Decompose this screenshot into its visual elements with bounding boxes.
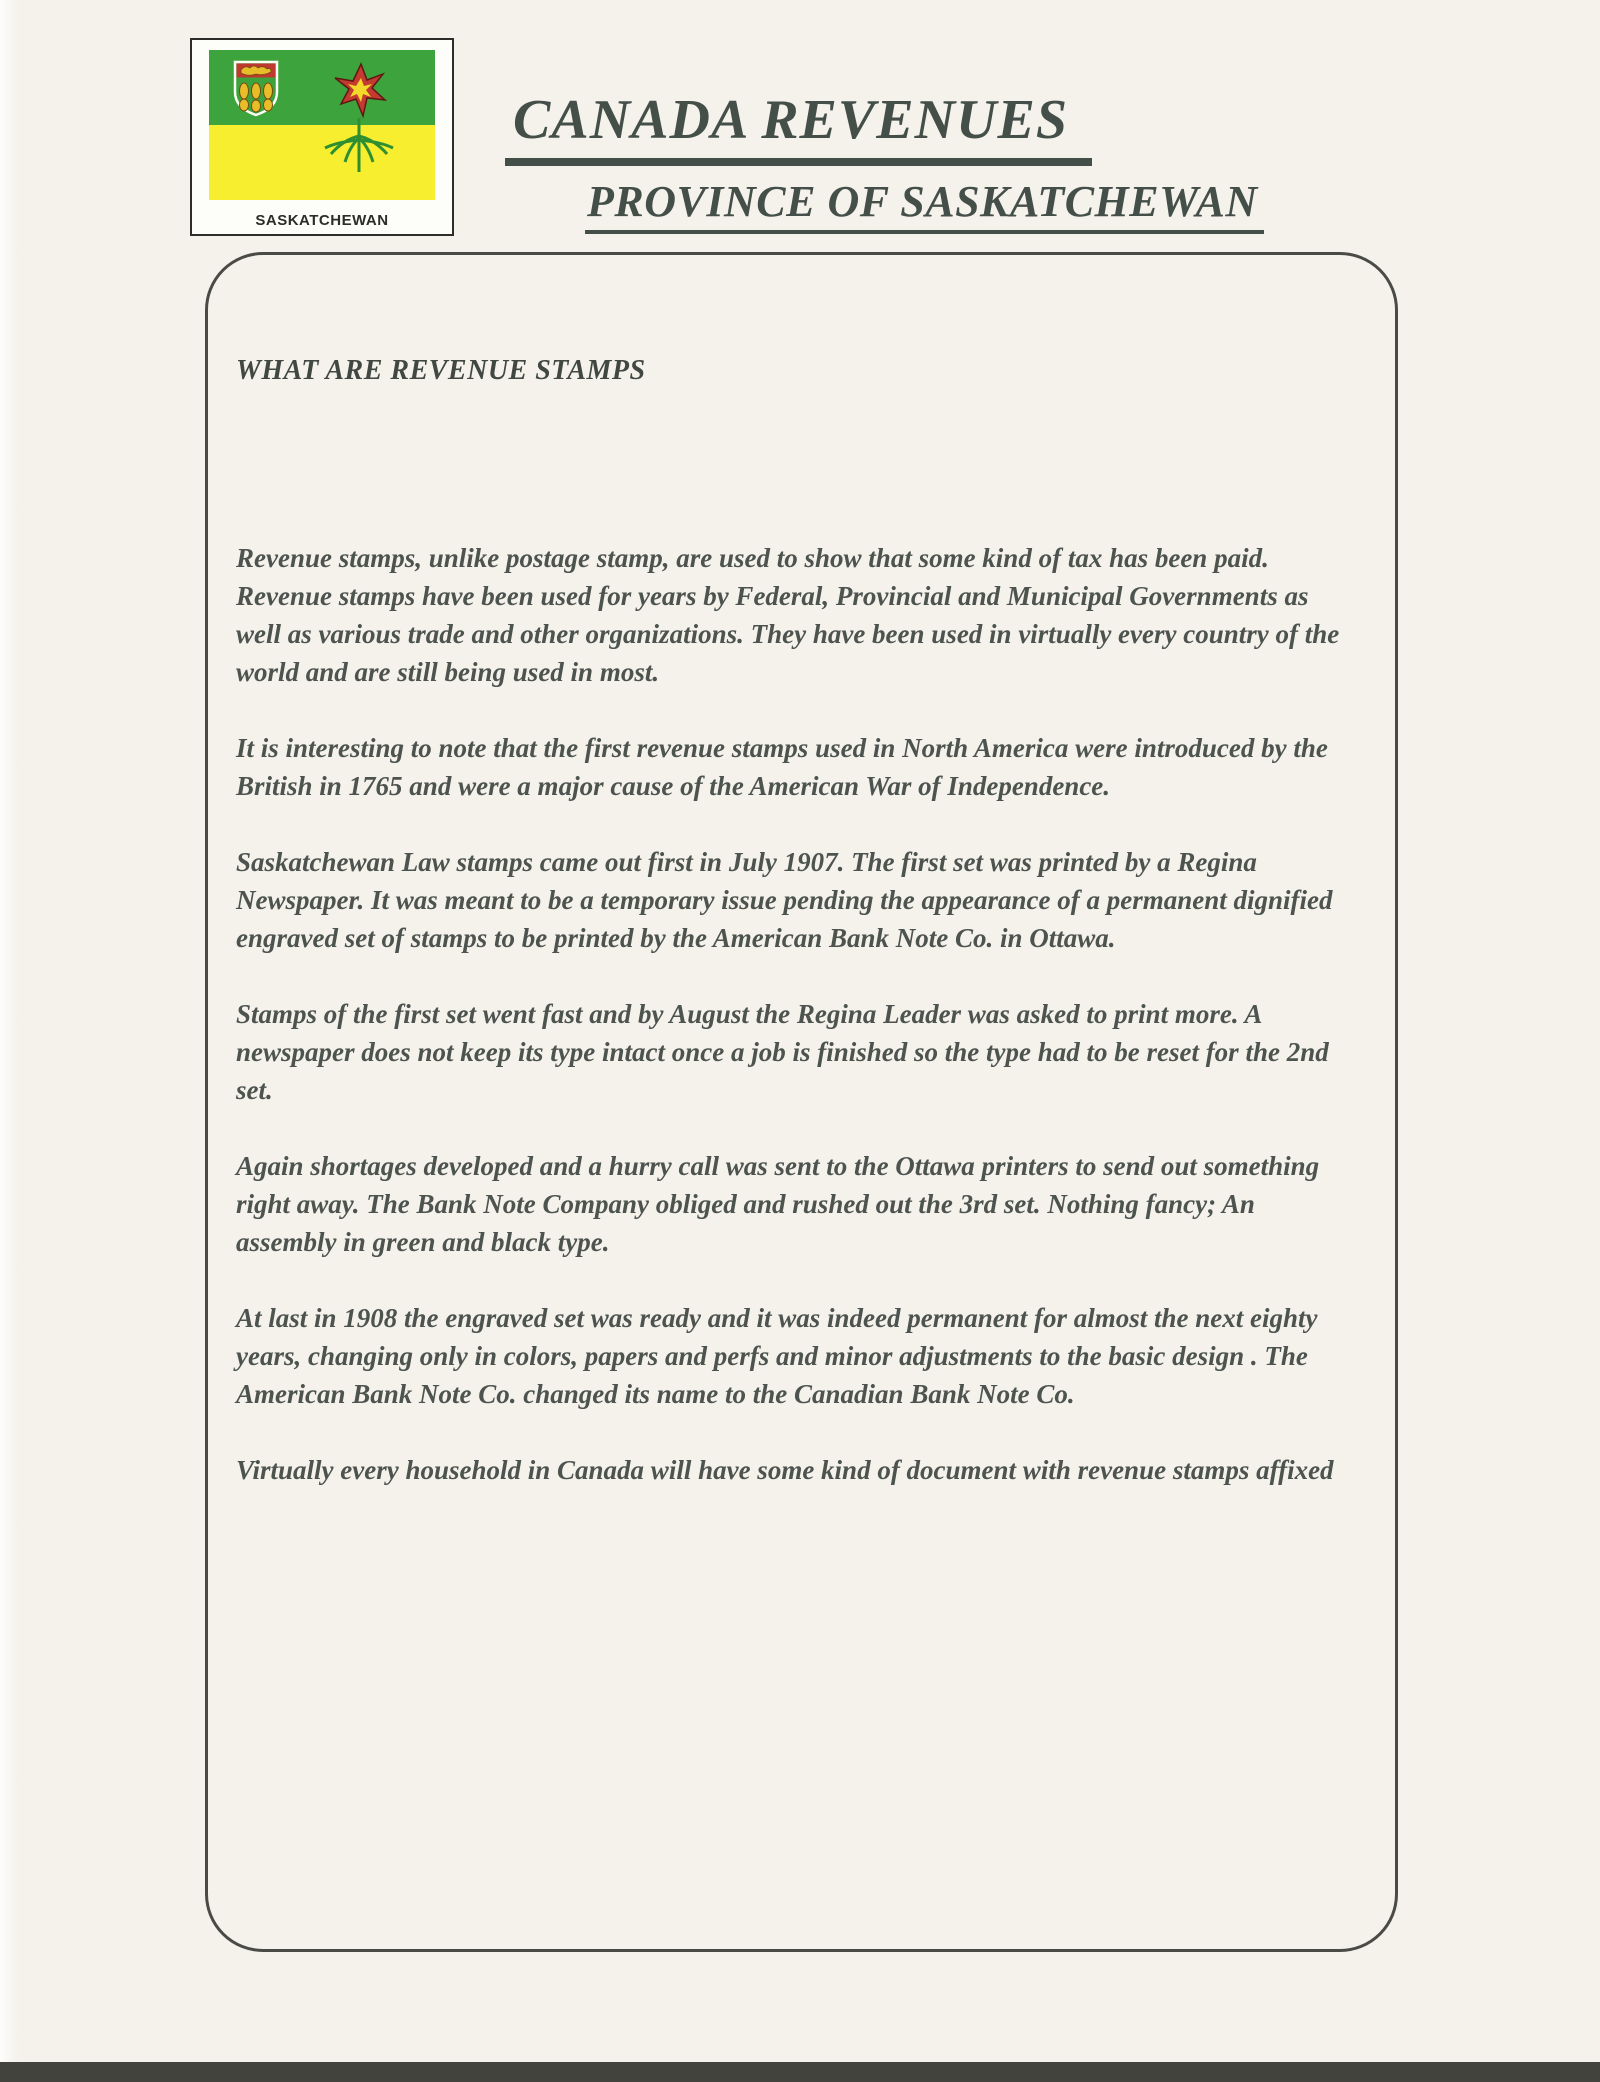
flag-card (190, 38, 454, 236)
paragraph-5: Again shortages developed and a hurry call was sent to the Ottawa printers to send out something right away. The Bank Note Company obliged and rushed out the 3rd set. Nothing fancy; An assembly in green and black type. (236, 1151, 1320, 1257)
paragraph-4: Stamps of the first set went fast and by August the Regina Leader was asked to print more. A newspaper does not keep its type intact once a job is finished so the type had to be reset for the 2nd set. (236, 999, 1329, 1105)
paragraph-7: Virtually every household in Canada will have some kind of document with revenue stamps affixed (236, 1455, 1334, 1485)
page-subtitle: PROVINCE OF SASKATCHEWAN (585, 176, 1264, 234)
flag-caption: SASKATCHEWAN (255, 212, 389, 229)
content-frame (205, 252, 1398, 1952)
paragraph-6: At last in 1908 the engraved set was ready and it was indeed permanent for almost the next eighty years, changing only in colors, papers and perfs and minor adjustments to the basic design . The American Bank Note Co. changed its name to the Canadian Bank Note Co. (236, 1303, 1318, 1409)
scan-edge-bottom (0, 2062, 1600, 2082)
paragraph-3: Saskatchewan Law stamps came out first in July 1907. The first set was printed by a Regina Newspaper. It was meant to be a temporary issue pending the appearance of a permanent dignified engraved set of stamps to be printed by the American Bank Note Co. in Ottawa. (236, 847, 1333, 953)
header-titles (505, 88, 1264, 234)
paragraph-1: Revenue stamps, unlike postage stamp, are used to show that some kind of tax has been paid. Revenue stamps have been used for years by Federal, Provincial and Municipal Governments as well as various trade and other organizations. They have been used in virtually every country of the world and are still being used in most. (236, 543, 1340, 687)
scan-edge-left (0, 0, 18, 2082)
section-heading: WHAT ARE REVENUE STAMPS (236, 355, 646, 386)
flag-yellow-field (209, 125, 435, 200)
coat-of-arms-icon (235, 62, 277, 115)
body-text (236, 539, 1353, 1489)
paragraph-2: It is interesting to note that the first revenue stamps used in North America were introduced by the British in 1765 and were a major cause of the American War of Independence. (236, 733, 1328, 801)
page-title: CANADA REVENUES (505, 88, 1092, 166)
saskatchewan-flag-icon (209, 50, 435, 200)
